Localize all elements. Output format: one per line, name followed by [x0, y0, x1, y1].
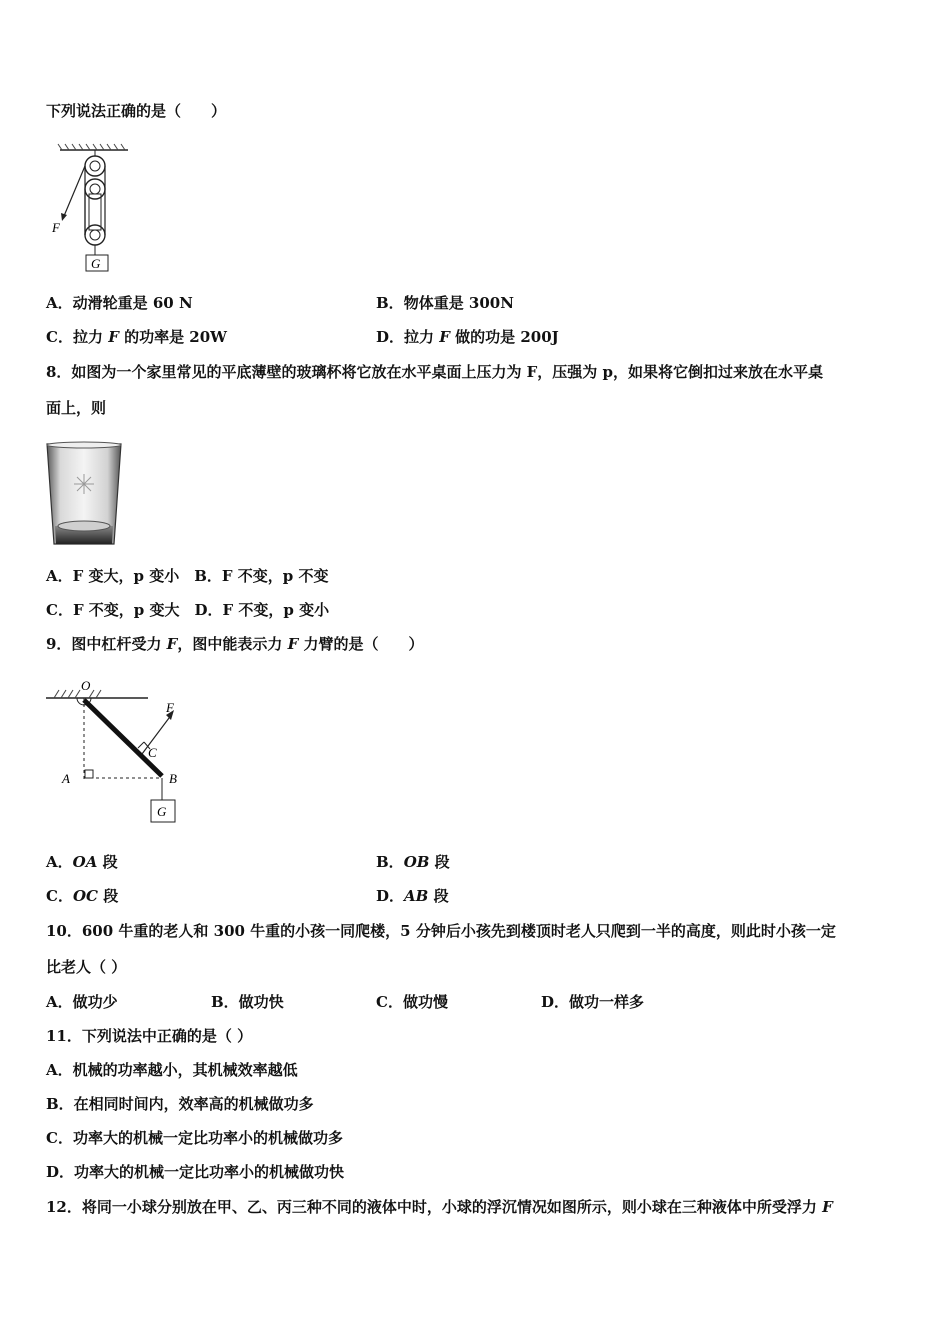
lever-force-label: F — [166, 700, 174, 715]
q8-options-row2: C．F 不变，p 变大 D．F 不变，p 变小 — [46, 601, 330, 619]
pulley-weight-label: G — [91, 256, 101, 271]
q8-stem-line1: 8．如图为一个家里常见的平底薄壁的玻璃杯将它放在水平桌面上压力为 F，压强为 p，如果将它倒扣过来放在水平桌 — [46, 363, 824, 381]
q11-option-c: C．功率大的机械一定比功率小的机械做功多 — [46, 1129, 343, 1147]
q11-stem: 11．下列说法中正确的是（ ） — [46, 1027, 253, 1045]
lever-point-c-label: C — [148, 745, 157, 760]
q10-stem-line2: 比老人（ ） — [46, 958, 127, 976]
lever-weight-label: G — [157, 804, 167, 819]
q9-option-d: D．AB 段 — [376, 887, 449, 905]
pulley-force-label: F — [52, 220, 60, 235]
q10-option-a: A．做功少 — [46, 993, 118, 1011]
q11-option-b: B．在相同时间内，效率高的机械做功多 — [46, 1095, 314, 1113]
q9-stem: 9．图中杠杆受力 F，图中能表示力 F 力臂的是（ ） — [46, 635, 424, 653]
lever-point-a-label: A — [62, 771, 70, 786]
q9-option-a: A．OA 段 — [46, 853, 118, 871]
q11-option-a: A．机械的功率越小，其机械效率越低 — [46, 1061, 298, 1079]
q7-option-d: D．拉力 F 做的功是 200J — [376, 328, 559, 346]
lever-point-b-label: B — [169, 771, 177, 786]
q8-options-row1: A．F 变大，p 变小 B．F 不变，p 不变 — [46, 567, 329, 585]
q7-stem: 下列说法正确的是（ ） — [46, 102, 227, 120]
q7-option-c: C．拉力 F 的功率是 20W — [46, 328, 228, 346]
q12-stem: 12．将同一小球分别放在甲、乙、丙三种不同的液体中时，小球的浮沉情况如图所示，则小球在三种液体中所受浮力 F — [46, 1198, 833, 1216]
q8-stem-line2: 面上，则 — [46, 399, 107, 417]
q7-option-a: A．动滑轮重是 60 N — [46, 294, 193, 312]
q7-option-b: B．物体重是 300N — [376, 294, 514, 312]
q10-stem-line1: 10．600 牛重的老人和 300 牛重的小孩一同爬楼，5 分钟后小孩先到楼顶时老人只爬到一半的高度，则此时小孩一定 — [46, 922, 836, 940]
lever-figure — [44, 672, 190, 830]
q10-option-d: D．做功一样多 — [541, 993, 645, 1011]
pulley-figure — [46, 142, 132, 274]
q10-option-b: B．做功快 — [211, 993, 284, 1011]
lever-pivot-o-label: O — [81, 678, 91, 693]
q9-option-c: C．OC 段 — [46, 887, 119, 905]
q9-option-b: B．OB 段 — [376, 853, 450, 871]
q11-option-d: D．功率大的机械一定比功率小的机械做功快 — [46, 1163, 345, 1181]
glass-cup-figure — [44, 440, 124, 550]
q10-option-c: C．做功慢 — [376, 993, 448, 1011]
